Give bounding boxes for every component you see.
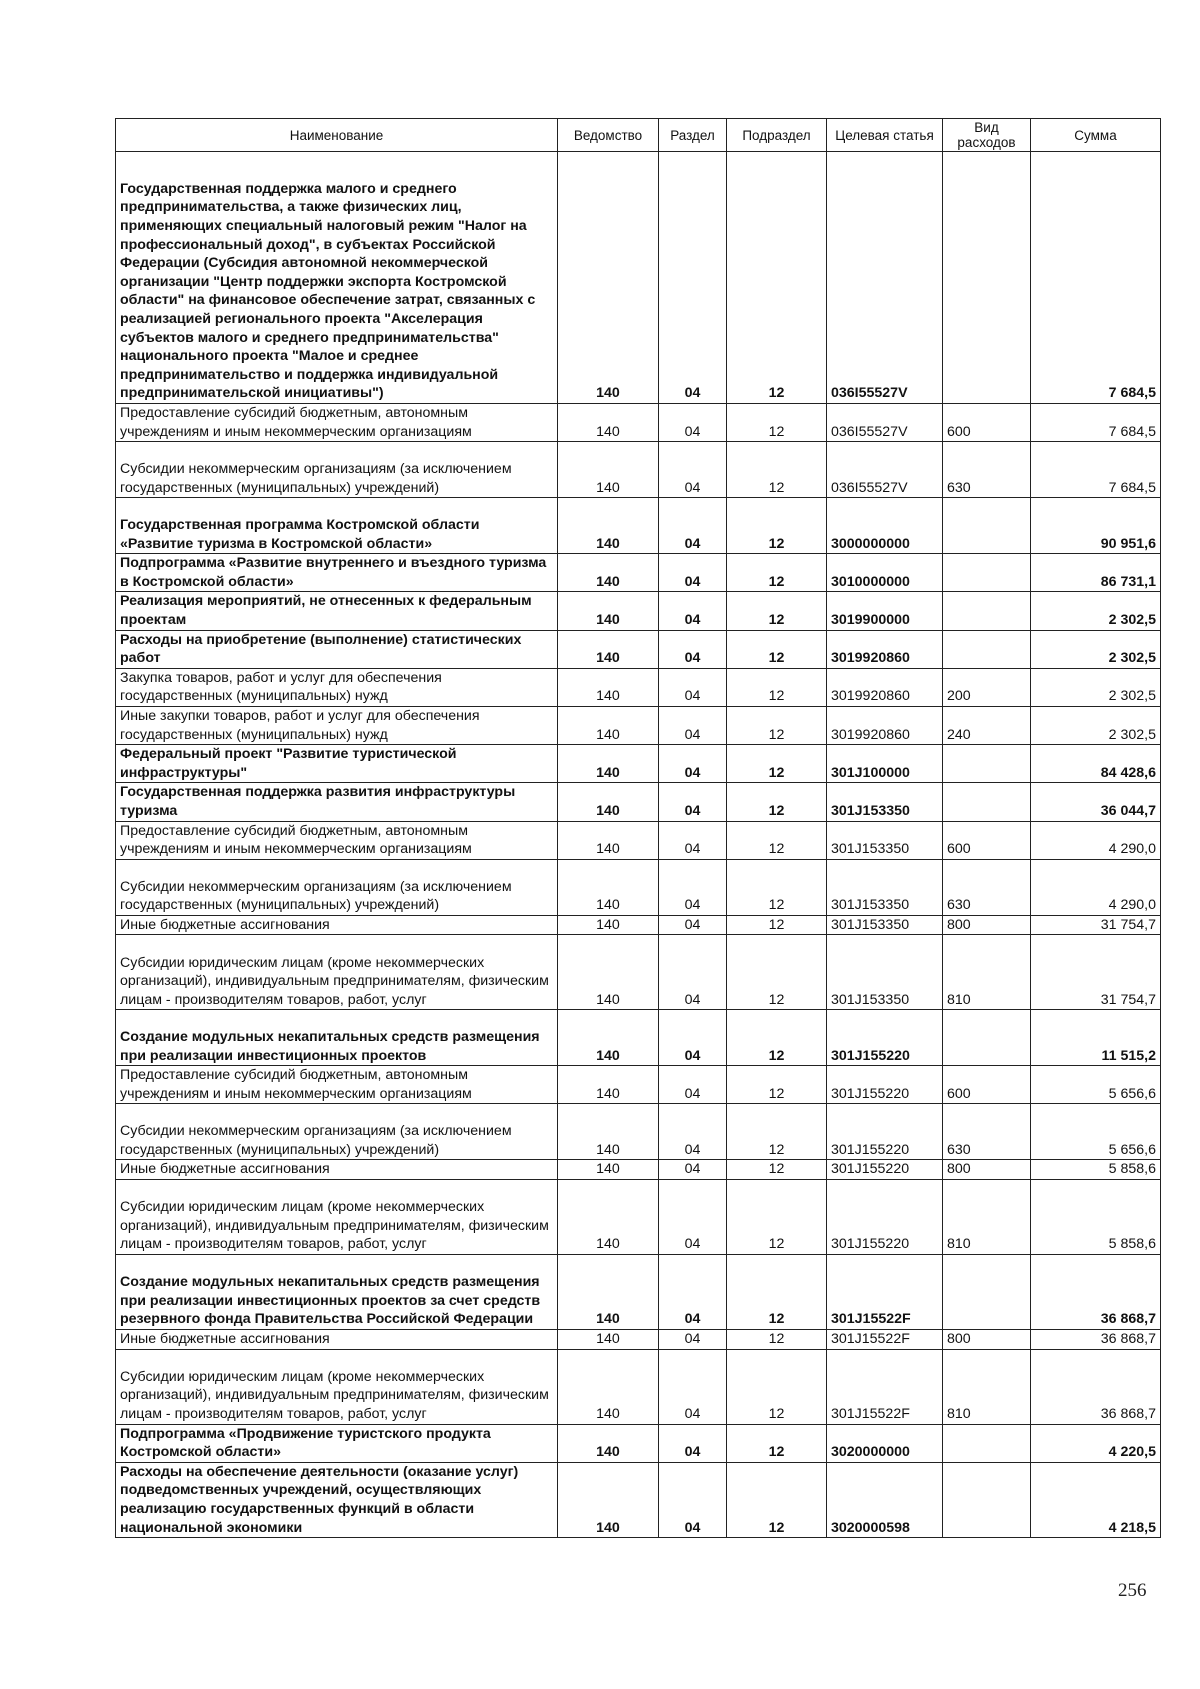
table-row	[116, 1160, 1161, 1180]
cell-name: Создание модульных некапитальных средств размещения при реализации инвестиционных проектов	[116, 1010, 558, 1066]
header-podrazdel: Подраздел	[727, 119, 827, 152]
cell-razdel: 04	[659, 1424, 727, 1462]
cell-vid-raskhodov	[943, 592, 1031, 630]
cell-vid-raskhodov	[943, 554, 1031, 592]
cell-vedomstvo: 140	[558, 915, 659, 935]
cell-tselevaya-statya: 301J100000	[827, 745, 943, 783]
cell-razdel: 04	[659, 630, 727, 668]
cell-tselevaya-statya: 3019900000	[827, 592, 943, 630]
cell-podrazdel: 12	[727, 1255, 827, 1330]
cell-vid-raskhodov	[943, 498, 1031, 554]
table-row	[116, 1462, 1161, 1537]
cell-podrazdel: 12	[727, 1010, 827, 1066]
cell-summa: 2 302,5	[1031, 630, 1161, 668]
cell-razdel: 04	[659, 498, 727, 554]
cell-name: Подпрограмма «Продвижение туристского продукта Костромской области»	[116, 1424, 558, 1462]
cell-vedomstvo: 140	[558, 1462, 659, 1537]
cell-name: Федеральный проект "Развитие туристической инфраструктуры"	[116, 745, 558, 783]
table-row	[116, 554, 1161, 592]
table-row	[116, 1255, 1161, 1330]
cell-razdel: 04	[659, 592, 727, 630]
header-summa: Сумма	[1031, 119, 1161, 152]
cell-summa: 2 302,5	[1031, 592, 1161, 630]
cell-podrazdel: 12	[727, 915, 827, 935]
cell-vedomstvo: 140	[558, 1066, 659, 1104]
cell-tselevaya-statya: 036I55527V	[827, 152, 943, 404]
cell-razdel: 04	[659, 442, 727, 498]
cell-vedomstvo: 140	[558, 592, 659, 630]
cell-summa: 31 754,7	[1031, 935, 1161, 1010]
cell-tselevaya-statya: 301J15522F	[827, 1330, 943, 1350]
cell-summa: 36 868,7	[1031, 1349, 1161, 1424]
cell-tselevaya-statya: 3019920860	[827, 706, 943, 744]
table-row	[116, 442, 1161, 498]
header-tselevaya-statya: Целевая статья	[827, 119, 943, 152]
cell-summa: 5 656,6	[1031, 1104, 1161, 1160]
table-row	[116, 1010, 1161, 1066]
cell-summa: 2 302,5	[1031, 706, 1161, 744]
cell-tselevaya-statya: 3019920860	[827, 668, 943, 706]
cell-razdel: 04	[659, 935, 727, 1010]
table-row	[116, 668, 1161, 706]
cell-name: Иные бюджетные ассигнования	[116, 1160, 558, 1180]
cell-vid-raskhodov: 810	[943, 1180, 1031, 1255]
cell-summa: 4 290,0	[1031, 821, 1161, 859]
cell-vedomstvo: 140	[558, 1180, 659, 1255]
cell-name: Создание модульных некапитальных средств размещения при реализации инвестиционных проектов за счет средств резервного фонда Правительства Российской Федерации	[116, 1255, 558, 1330]
cell-vid-raskhodov	[943, 1255, 1031, 1330]
cell-tselevaya-statya: 3020000598	[827, 1462, 943, 1537]
header-vedomstvo: Ведомство	[558, 119, 659, 152]
table-row	[116, 915, 1161, 935]
cell-name: Предоставление субсидий бюджетным, автономным учреждениям и иным некоммерческим организациям	[116, 404, 558, 442]
cell-vid-raskhodov: 810	[943, 935, 1031, 1010]
table-row	[116, 706, 1161, 744]
cell-podrazdel: 12	[727, 706, 827, 744]
cell-razdel: 04	[659, 706, 727, 744]
cell-vedomstvo: 140	[558, 152, 659, 404]
cell-summa: 7 684,5	[1031, 404, 1161, 442]
cell-summa: 31 754,7	[1031, 915, 1161, 935]
cell-name: Иные закупки товаров, работ и услуг для обеспечения государственных (муниципальных) нужд	[116, 706, 558, 744]
cell-vedomstvo: 140	[558, 1255, 659, 1330]
cell-tselevaya-statya: 301J155220	[827, 1180, 943, 1255]
cell-tselevaya-statya: 3000000000	[827, 498, 943, 554]
cell-razdel: 04	[659, 1160, 727, 1180]
cell-podrazdel: 12	[727, 442, 827, 498]
cell-razdel: 04	[659, 1180, 727, 1255]
cell-summa: 11 515,2	[1031, 1010, 1161, 1066]
table-row	[116, 592, 1161, 630]
cell-razdel: 04	[659, 668, 727, 706]
cell-tselevaya-statya: 301J15522F	[827, 1255, 943, 1330]
cell-vid-raskhodov	[943, 1010, 1031, 1066]
cell-vid-raskhodov	[943, 1462, 1031, 1537]
cell-tselevaya-statya: 301J153350	[827, 783, 943, 821]
cell-razdel: 04	[659, 859, 727, 915]
cell-vid-raskhodov: 600	[943, 821, 1031, 859]
cell-tselevaya-statya: 301J153350	[827, 859, 943, 915]
table-row	[116, 152, 1161, 404]
table-row	[116, 1066, 1161, 1104]
cell-podrazdel: 12	[727, 498, 827, 554]
cell-podrazdel: 12	[727, 745, 827, 783]
cell-vid-raskhodov	[943, 1424, 1031, 1462]
cell-vedomstvo: 140	[558, 745, 659, 783]
cell-razdel: 04	[659, 821, 727, 859]
cell-razdel: 04	[659, 1104, 727, 1160]
cell-tselevaya-statya: 3010000000	[827, 554, 943, 592]
cell-summa: 5 858,6	[1031, 1180, 1161, 1255]
header-razdel: Раздел	[659, 119, 727, 152]
cell-name: Субсидии юридическим лицам (кроме некоммерческих организаций), индивидуальным предпринимателям, физическим лицам - производителям товаров, работ, услуг	[116, 1180, 558, 1255]
cell-vid-raskhodov	[943, 783, 1031, 821]
cell-tselevaya-statya: 301J153350	[827, 821, 943, 859]
cell-vid-raskhodov	[943, 152, 1031, 404]
cell-razdel: 04	[659, 152, 727, 404]
cell-name: Субсидии некоммерческим организациям (за исключением государственных (муниципальных) учреждений)	[116, 442, 558, 498]
cell-name: Субсидии юридическим лицам (кроме некоммерческих организаций), индивидуальным предпринимателям, физическим лицам - производителям товаров, работ, услуг	[116, 1349, 558, 1424]
cell-name: Государственная поддержка малого и среднего предпринимательства, а также физических лиц, применяющих специальный налоговый режим "Налог на профессиональный доход", в субъектах Российской Федерации (Субсидия автономной некоммерческой организации "Центр поддержки экспорта Костромской области" на финансовое обеспечение затрат, связанных с реализацией регионального проекта "Акселерация субъектов малого и среднего предпринимательства" национального проекта "Малое и среднее предпринимательство и поддержка индивидуальной предпринимательской инициативы")	[116, 152, 558, 404]
cell-vedomstvo: 140	[558, 1010, 659, 1066]
cell-vedomstvo: 140	[558, 1160, 659, 1180]
cell-name: Реализация мероприятий, не отнесенных к федеральным проектам	[116, 592, 558, 630]
cell-name: Закупка товаров, работ и услуг для обеспечения государственных (муниципальных) нужд	[116, 668, 558, 706]
cell-name: Государственная программа Костромской области «Развитие туризма в Костромской области»	[116, 498, 558, 554]
cell-podrazdel: 12	[727, 821, 827, 859]
cell-podrazdel: 12	[727, 1462, 827, 1537]
cell-podrazdel: 12	[727, 1104, 827, 1160]
table-row	[116, 404, 1161, 442]
cell-summa: 2 302,5	[1031, 668, 1161, 706]
cell-vedomstvo: 140	[558, 630, 659, 668]
cell-name: Иные бюджетные ассигнования	[116, 915, 558, 935]
budget-table	[115, 118, 1161, 1538]
cell-name: Субсидии некоммерческим организациям (за исключением государственных (муниципальных) учреждений)	[116, 1104, 558, 1160]
cell-tselevaya-statya: 036I55527V	[827, 404, 943, 442]
cell-podrazdel: 12	[727, 1349, 827, 1424]
cell-summa: 84 428,6	[1031, 745, 1161, 783]
cell-razdel: 04	[659, 1330, 727, 1350]
cell-vedomstvo: 140	[558, 859, 659, 915]
table-row	[116, 498, 1161, 554]
cell-summa: 36 868,7	[1031, 1255, 1161, 1330]
cell-podrazdel: 12	[727, 1066, 827, 1104]
cell-vedomstvo: 140	[558, 498, 659, 554]
cell-summa: 4 218,5	[1031, 1462, 1161, 1537]
cell-podrazdel: 12	[727, 935, 827, 1010]
cell-vid-raskhodov: 800	[943, 1330, 1031, 1350]
header-name: Наименование	[116, 119, 558, 152]
cell-summa: 4 220,5	[1031, 1424, 1161, 1462]
cell-vedomstvo: 140	[558, 1104, 659, 1160]
table-row	[116, 1424, 1161, 1462]
table-row	[116, 1330, 1161, 1350]
cell-vedomstvo: 140	[558, 442, 659, 498]
cell-tselevaya-statya: 301J155220	[827, 1160, 943, 1180]
cell-vid-raskhodov: 600	[943, 404, 1031, 442]
cell-vedomstvo: 140	[558, 706, 659, 744]
cell-tselevaya-statya: 3019920860	[827, 630, 943, 668]
cell-vedomstvo: 140	[558, 668, 659, 706]
cell-podrazdel: 12	[727, 1160, 827, 1180]
table-row	[116, 1180, 1161, 1255]
cell-podrazdel: 12	[727, 859, 827, 915]
cell-razdel: 04	[659, 1255, 727, 1330]
table-header-row	[116, 119, 1161, 152]
cell-podrazdel: 12	[727, 1330, 827, 1350]
cell-vedomstvo: 140	[558, 821, 659, 859]
cell-summa: 5 656,6	[1031, 1066, 1161, 1104]
cell-vid-raskhodov	[943, 745, 1031, 783]
header-vid-raskhodov: Вид расходов	[943, 119, 1031, 152]
cell-vid-raskhodov	[943, 630, 1031, 668]
table-row	[116, 821, 1161, 859]
cell-vedomstvo: 140	[558, 935, 659, 1010]
cell-vedomstvo: 140	[558, 1424, 659, 1462]
cell-vid-raskhodov: 600	[943, 1066, 1031, 1104]
table-row	[116, 1104, 1161, 1160]
table-row	[116, 935, 1161, 1010]
cell-summa: 36 044,7	[1031, 783, 1161, 821]
cell-vid-raskhodov: 240	[943, 706, 1031, 744]
cell-vid-raskhodov: 810	[943, 1349, 1031, 1424]
cell-razdel: 04	[659, 554, 727, 592]
cell-name: Подпрограмма «Развитие внутреннего и въездного туризма в Костромской области»	[116, 554, 558, 592]
cell-tselevaya-statya: 301J155220	[827, 1104, 943, 1160]
cell-podrazdel: 12	[727, 668, 827, 706]
cell-razdel: 04	[659, 915, 727, 935]
cell-summa: 36 868,7	[1031, 1330, 1161, 1350]
cell-podrazdel: 12	[727, 554, 827, 592]
cell-vedomstvo: 140	[558, 1349, 659, 1424]
cell-tselevaya-statya: 036I55527V	[827, 442, 943, 498]
cell-razdel: 04	[659, 404, 727, 442]
cell-name: Субсидии некоммерческим организациям (за исключением государственных (муниципальных) учреждений)	[116, 859, 558, 915]
cell-podrazdel: 12	[727, 1180, 827, 1255]
cell-razdel: 04	[659, 1010, 727, 1066]
cell-summa: 90 951,6	[1031, 498, 1161, 554]
cell-vedomstvo: 140	[558, 1330, 659, 1350]
cell-vid-raskhodov: 800	[943, 1160, 1031, 1180]
cell-podrazdel: 12	[727, 1424, 827, 1462]
cell-podrazdel: 12	[727, 592, 827, 630]
table-row	[116, 630, 1161, 668]
cell-razdel: 04	[659, 745, 727, 783]
cell-razdel: 04	[659, 1066, 727, 1104]
cell-summa: 86 731,1	[1031, 554, 1161, 592]
cell-summa: 7 684,5	[1031, 442, 1161, 498]
cell-razdel: 04	[659, 1462, 727, 1537]
cell-name: Расходы на приобретение (выполнение) статистических работ	[116, 630, 558, 668]
cell-vedomstvo: 140	[558, 554, 659, 592]
cell-tselevaya-statya: 3020000000	[827, 1424, 943, 1462]
cell-podrazdel: 12	[727, 152, 827, 404]
cell-razdel: 04	[659, 1349, 727, 1424]
cell-name: Предоставление субсидий бюджетным, автономным учреждениям и иным некоммерческим организациям	[116, 821, 558, 859]
cell-podrazdel: 12	[727, 404, 827, 442]
cell-tselevaya-statya: 301J155220	[827, 1066, 943, 1104]
cell-summa: 7 684,5	[1031, 152, 1161, 404]
cell-name: Иные бюджетные ассигнования	[116, 1330, 558, 1350]
cell-vedomstvo: 140	[558, 783, 659, 821]
cell-vid-raskhodov: 200	[943, 668, 1031, 706]
cell-vid-raskhodov: 630	[943, 1104, 1031, 1160]
cell-vid-raskhodov: 800	[943, 915, 1031, 935]
cell-vedomstvo: 140	[558, 404, 659, 442]
cell-vid-raskhodov: 630	[943, 859, 1031, 915]
table-row	[116, 783, 1161, 821]
cell-name: Государственная поддержка развития инфраструктуры туризма	[116, 783, 558, 821]
cell-name: Расходы на обеспечение деятельности (оказание услуг) подведомственных учреждений, осуществляющих реализацию государственных функций в области национальной экономики	[116, 1462, 558, 1537]
table-row	[116, 859, 1161, 915]
cell-tselevaya-statya: 301J153350	[827, 935, 943, 1010]
cell-name: Субсидии юридическим лицам (кроме некоммерческих организаций), индивидуальным предпринимателям, физическим лицам - производителям товаров, работ, услуг	[116, 935, 558, 1010]
cell-name: Предоставление субсидий бюджетным, автономным учреждениям и иным некоммерческим организациям	[116, 1066, 558, 1104]
cell-tselevaya-statya: 301J153350	[827, 915, 943, 935]
page-number: 256	[1118, 1580, 1147, 1601]
cell-razdel: 04	[659, 783, 727, 821]
cell-podrazdel: 12	[727, 783, 827, 821]
cell-podrazdel: 12	[727, 630, 827, 668]
cell-tselevaya-statya: 301J15522F	[827, 1349, 943, 1424]
cell-summa: 4 290,0	[1031, 859, 1161, 915]
table-row	[116, 745, 1161, 783]
cell-summa: 5 858,6	[1031, 1160, 1161, 1180]
table-row	[116, 1349, 1161, 1424]
cell-vid-raskhodov: 630	[943, 442, 1031, 498]
cell-tselevaya-statya: 301J155220	[827, 1010, 943, 1066]
